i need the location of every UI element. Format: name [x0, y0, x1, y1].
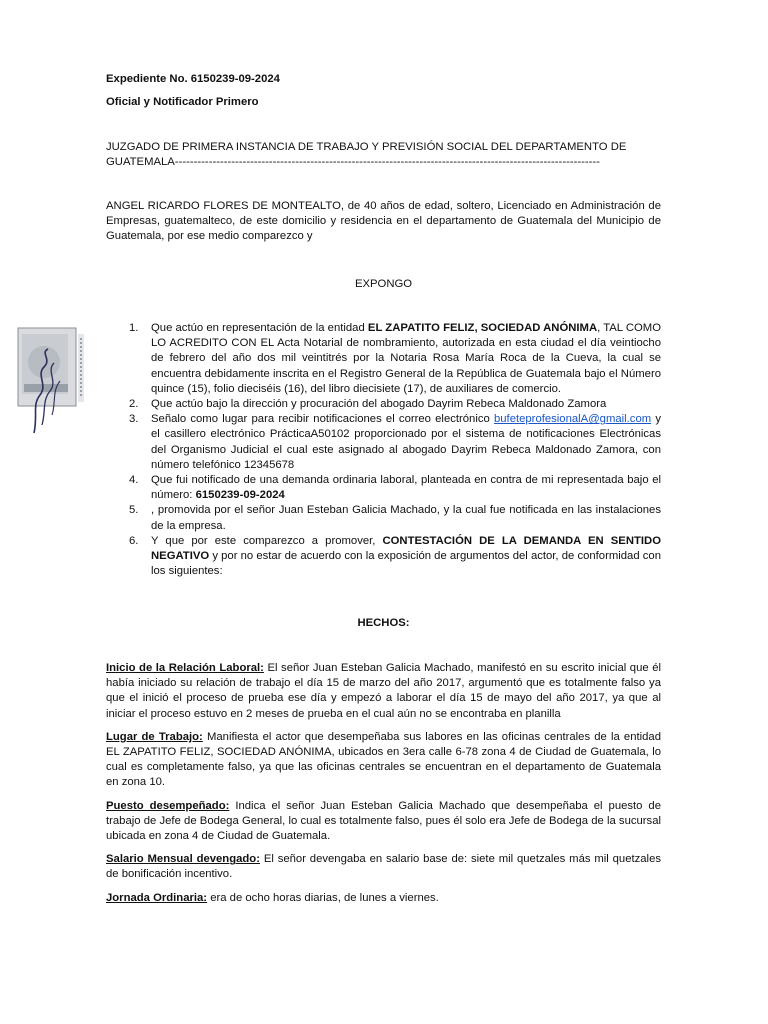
fact-jornada: Jornada Ordinaria: era de ocho horas diarias, de lunes a viernes.	[106, 891, 439, 904]
fact-salario: Salario Mensual devengado: El señor devengaba en salario base de: siete mil quetzales más mil quetzales de bonificación incentivo.	[106, 853, 661, 881]
signature-icon	[30, 345, 64, 435]
email-link[interactable]: bufeteprofesionalA@gmail.com	[493, 413, 652, 426]
section-title-hechos: HECHOS:	[357, 617, 410, 629]
company-name: EL ZAPATITO FELIZ, SOCIEDAD ANÓNIMA	[367, 322, 598, 334]
contestacion-title: CONTESTACIÓN DE LA DEMANDA EN SENTIDO NEGATIVO	[151, 534, 661, 563]
intro-paragraph: ANGEL RICARDO FLORES DE MONTEALTO, de 40 años de edad, soltero, Licenciado en Administración de Empresas, guatemalteco, de este domicilio y residencia en el departamento de Guatemala del Municipio de Guatemala, por ese medio comparezco y	[106, 200, 661, 243]
court-line-2: GUATEMALA-----------------------------------------------------------------------------------------------------------------	[106, 156, 600, 169]
facts-section	[106, 661, 661, 906]
fact-lugar-trabajo: Lugar de Trabajo: Manifiesta el actor que desempeñaba sus labores en las oficinas centrales de la entidad EL ZAPATITO FELIZ, SOCIEDAD ANÓNIMA, ubicados en 3era calle 6-78 zona 4 de Ciudad de Guatemala, lo cual es completamente falso, ya que las oficinas centrales se encuentran en el departamento de Guatemala en zona 10.	[106, 730, 661, 789]
list-item-2: 2. Que actúo bajo la dirección y procuración del abogado Dayrim Rebeca Maldonado Zamora	[129, 398, 607, 411]
section-title-expongo: EXPONGO	[354, 278, 413, 290]
oficial-notificador: Oficial y Notificador Primero	[106, 96, 259, 108]
list-item-1: 1. Que actúo en representación de la entidad EL ZAPATITO FELIZ, SOCIEDAD ANÓNIMA, TAL COMO LO ACREDITO CON EL Acta Notarial de nombramiento, autorizada en esta ciudad el día veintiocho de febrero del año dos mil veintitrés por la Notaria Rosa María Roca de la Cueva, la cual se encuentra debidamente inscrita en el Registro General de la República de Guatemala bajo el Número quince (15), folio dieciséis (16), del libro diecisiete (17), de auxiliares de comercio.	[129, 322, 661, 395]
court-name	[106, 140, 661, 170]
court-line-1: JUZGADO DE PRIMERA INSTANCIA DE TRABAJO Y PREVISIÓN SOCIAL DEL DEPARTAMENTO DE	[106, 141, 627, 153]
list-item-6: 6. Y que por este comparezco a promover, CONTESTACIÓN DE LA DEMANDA EN SENTIDO NEGATIVO y por no estar de acuerdo con la exposición de argumentos del actor, de conformidad con los siguientes:	[129, 534, 661, 578]
list-item-5: 5. , promovida por el señor Juan Esteban Galicia Machado, y la cual fue notificada en las instalaciones de la empresa.	[129, 504, 661, 532]
list-item-3: 3. Señalo como lugar para recibir notificaciones el correo electrónico bufeteprofesionalA@gmail.com y el casillero electrónico PrácticaA50102 proporcionado por el sistema de notificaciones Electrónicas del Organismo Judicial el cual este asignado al abogado Dayrim Rebeca Maldonado Zamora, con número telefónico 12345678	[129, 413, 661, 471]
case-number: 6150239-09-2024	[195, 489, 285, 502]
fact-puesto: Puesto desempeñado: Indica el señor Juan Esteban Galicia Machado que desempeñaba el puesto de trabajo de Jefe de Bodega General, lo cual es totalmente falso, pues él solo era Jefe de Bodega de la sucursal ubicada en zona 4 de Ciudad de Guatemala.	[106, 799, 661, 843]
fact-inicio-relacion: Inicio de la Relación Laboral: El señor Juan Esteban Galicia Machado, manifestó en su escrito inicial que él había iniciado su relación de trabajo el día 15 de marzo del año 2017, argumentó que es totalmente falso ya que el inició el proceso de prueba ese día y empezó a laborar el día 15 de mayo del año 2017, ya que al iniciar el proceso estuvo en 2 meses de prueba en el cual aún no se encontraba en planilla	[106, 662, 661, 720]
list-item-4: 4. Que fui notificado de una demanda ordinaria laboral, planteada en contra de mi representada bajo el número: 6150239-09-2024	[129, 474, 661, 502]
exposition-list	[106, 321, 661, 579]
expediente-number: Expediente No. 6150239-09-2024	[106, 73, 280, 85]
